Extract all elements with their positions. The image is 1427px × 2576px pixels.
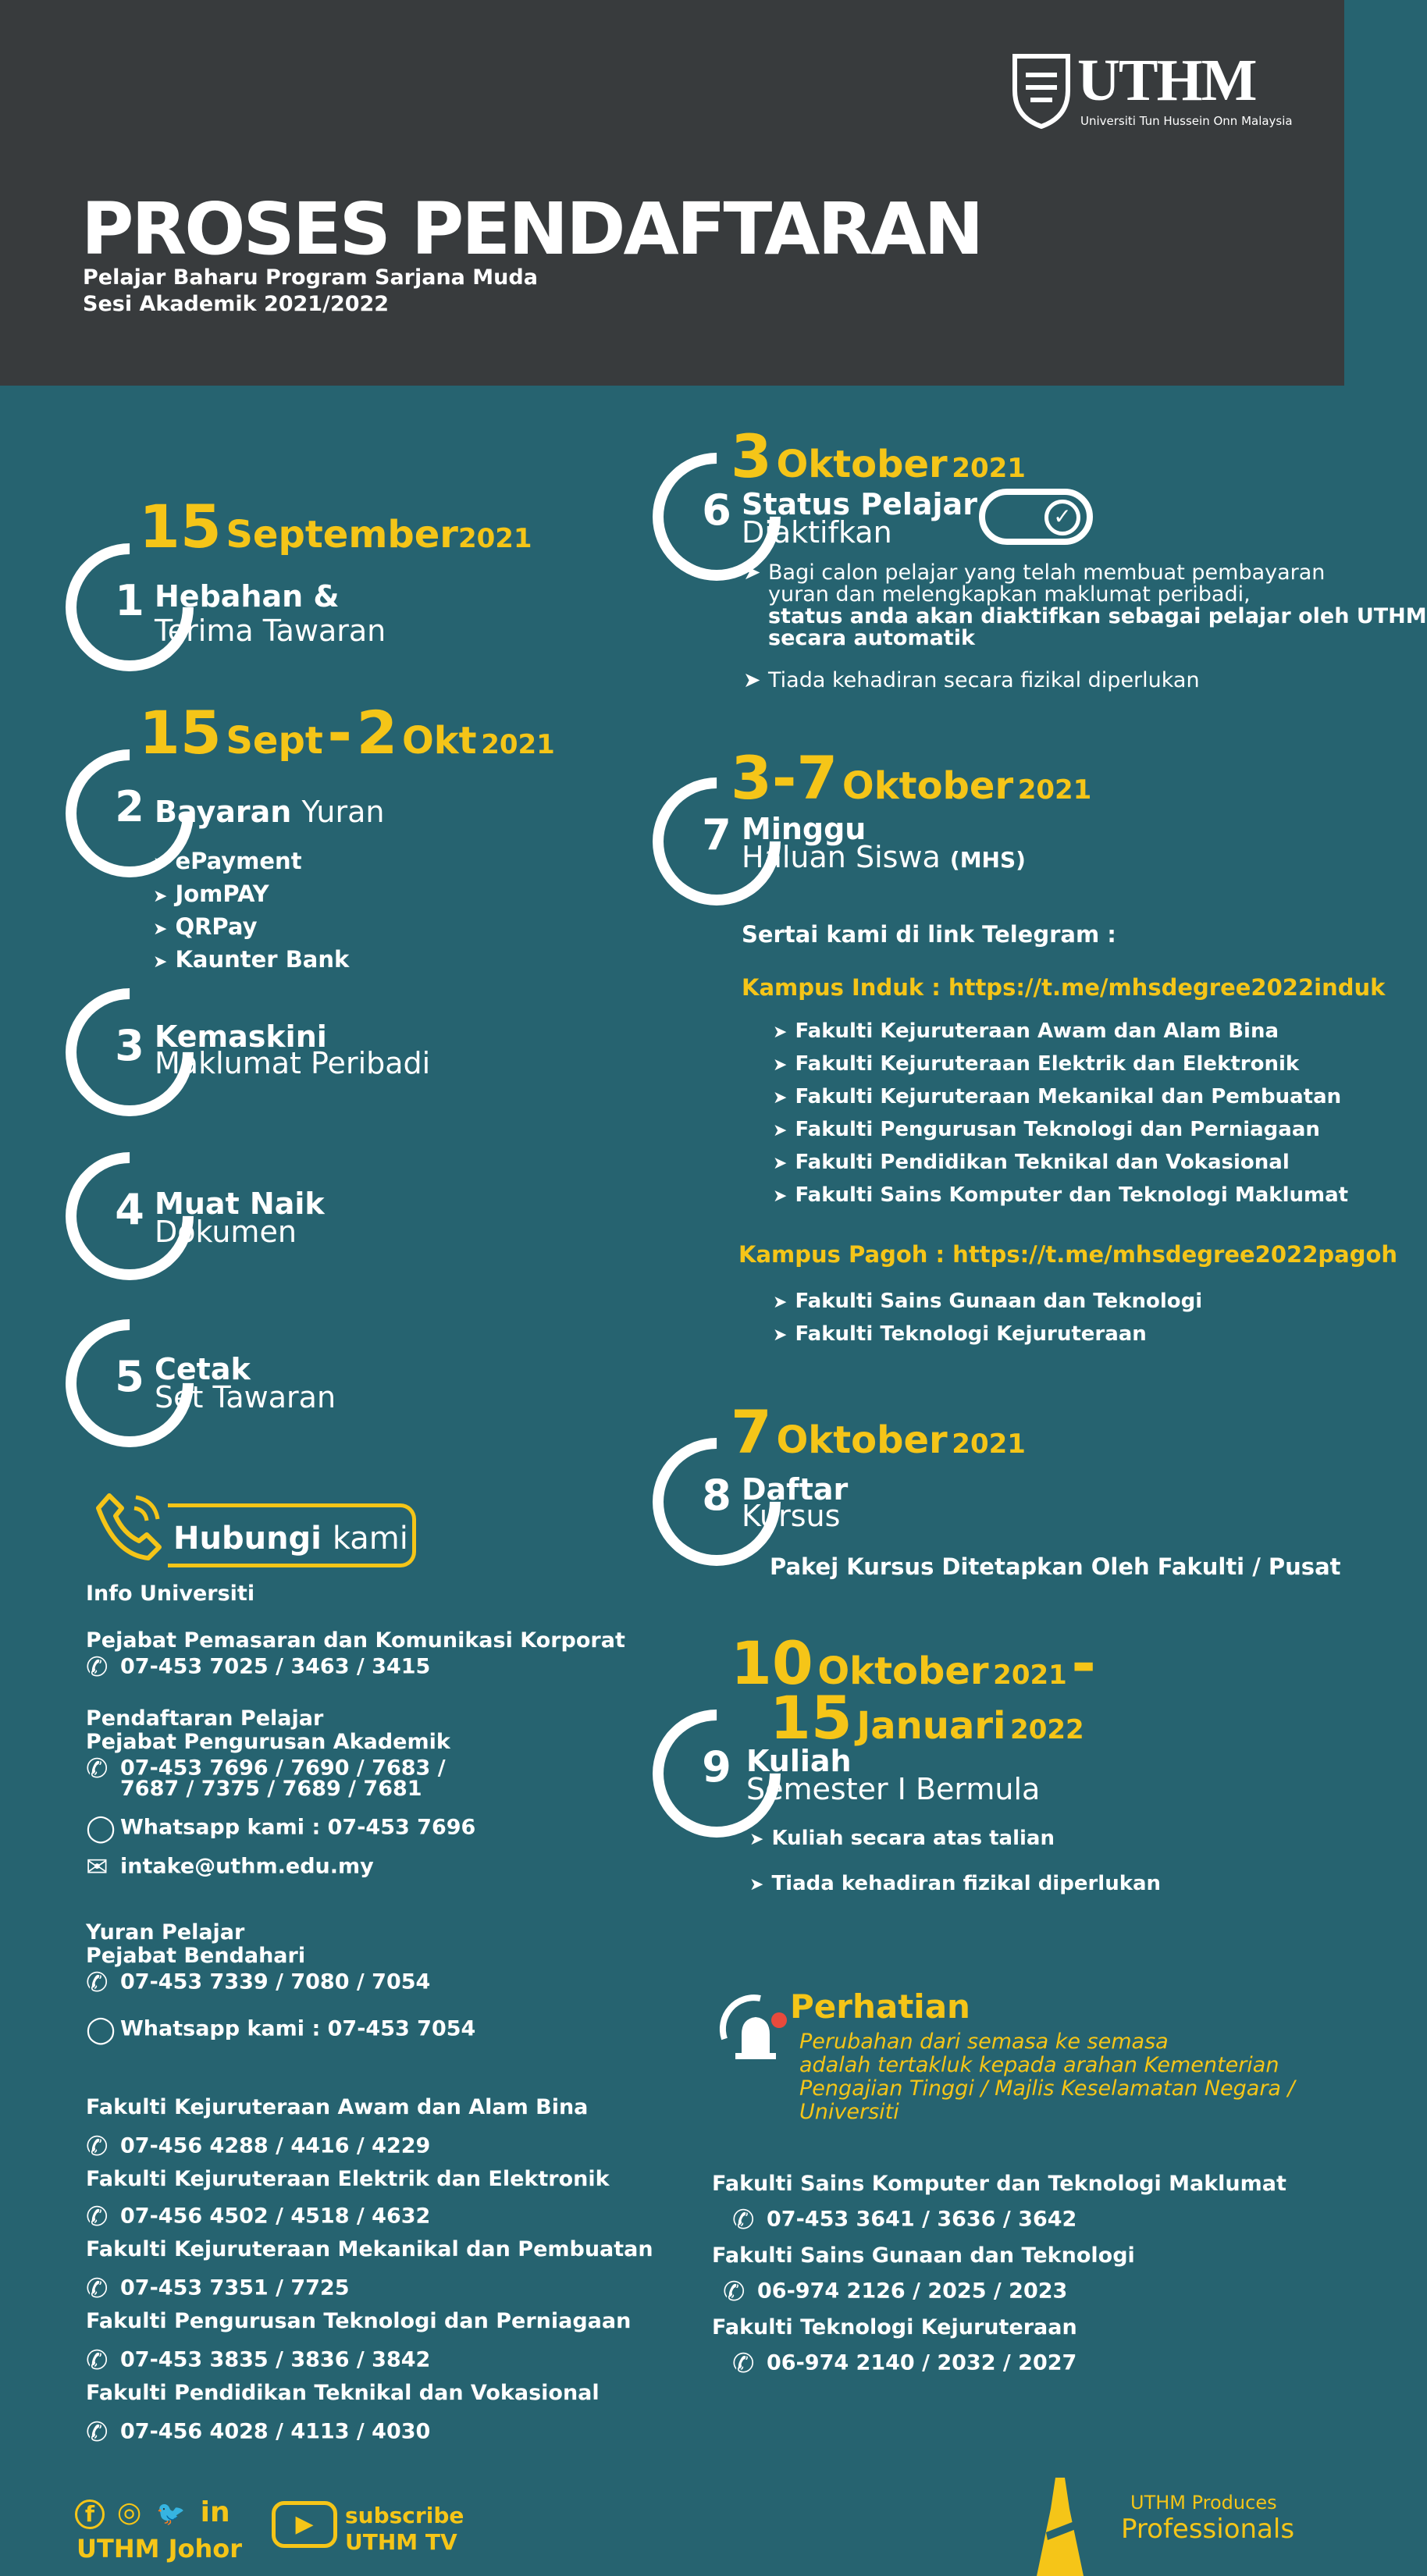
social-handle: UTHM Johor xyxy=(77,2534,243,2564)
step-4-title: Muat Naik xyxy=(155,1187,325,1221)
notice-text: Universiti xyxy=(799,2100,899,2124)
whatsapp-icon: ◯ xyxy=(86,1813,116,1844)
linkedin-icon[interactable]: in xyxy=(200,2496,230,2528)
telegram-link-induk[interactable]: Kampus Induk : https://t.me/mhsdegree2022induk xyxy=(742,974,1386,1001)
notice-text: Perubahan dari semasa ke semasa xyxy=(799,2030,1169,2054)
bell-icon xyxy=(714,1992,792,2070)
email-icon: ✉ xyxy=(86,1852,109,1883)
step-7-date: 3-7 Oktober 2021 xyxy=(731,743,1092,813)
step-7-title: Minggu xyxy=(742,812,867,846)
check-icon: ✓ xyxy=(1044,500,1080,535)
faculty-name: Fakulti Sains Komputer dan Teknologi Maklumat xyxy=(712,2172,1286,2196)
status-toggle xyxy=(979,489,1093,545)
step-3-subtitle: Maklumat Peribadi xyxy=(155,1046,431,1080)
page-subtitle-2: Sesi Akademik 2021/2022 xyxy=(83,292,390,316)
office-phone: ✆ 07-453 7696 / 7690 / 7683 / xyxy=(86,1753,446,1784)
whatsapp-contact: ◯ Whatsapp kami : 07-453 7054 xyxy=(86,2014,476,2045)
faculty-name: Fakulti Pendidikan Teknikal dan Vokasional xyxy=(86,2381,600,2405)
step-6-text-bold: status anda akan diaktifkan sebagai pelajar oleh UTHM xyxy=(768,604,1427,628)
phone-icon: ✆ xyxy=(86,2273,109,2304)
office-name: Pejabat Bendahari xyxy=(86,1944,306,1968)
faculty-phone: ✆ 07-453 7351 / 7725 xyxy=(86,2273,350,2304)
payment-method-item: ➤ QRPay xyxy=(153,913,257,940)
phone-icon xyxy=(92,1488,167,1563)
faculty-name: Fakulti Kejuruteraan Mekanikal dan Pembuatan xyxy=(86,2237,653,2261)
step-6-date: 3 Oktober 2021 xyxy=(731,422,1026,491)
phone-icon: ✆ xyxy=(86,1967,109,1998)
step-9-date-end: 15 Januari 2022 xyxy=(770,1683,1084,1752)
step-6-note: Tiada kehadiran secara fizikal diperlukan xyxy=(768,668,1200,692)
page-subtitle-1: Pelajar Baharu Program Sarjana Muda xyxy=(83,265,538,290)
faculty-list-item: ➤ Fakulti Kejuruteraan Mekanikal dan Pembuatan xyxy=(773,1085,1341,1108)
step-6-text: Bagi calon pelajar yang telah membuat pembayaran xyxy=(768,560,1326,585)
office-name: Yuran Pelajar xyxy=(86,1920,245,1944)
phone-icon: ✆ xyxy=(86,2417,109,2448)
step-9-item: ➤ Kuliah secara atas talian xyxy=(749,1827,1055,1850)
info-universiti: Info Universiti xyxy=(86,1582,255,1606)
step-9-title: Kuliah xyxy=(746,1744,852,1778)
logo-subtitle: Universiti Tun Hussein Onn Malaysia xyxy=(1080,114,1293,128)
step-6-text: yuran dan melengkapkan maklumat peribadi, xyxy=(768,582,1251,607)
faculty-name: Fakulti Sains Gunaan dan Teknologi xyxy=(712,2243,1135,2268)
phone-icon: ✆ xyxy=(86,1753,109,1784)
header xyxy=(0,0,1344,386)
faculty-list-item: ➤ Fakulti Pengurusan Teknologi dan Perniagaan xyxy=(773,1118,1320,1141)
faculty-phone: ✆ 07-456 4028 / 4113 / 4030 xyxy=(86,2417,431,2448)
faculty-name: Fakulti Kejuruteraan Elektrik dan Elektronik xyxy=(86,2167,610,2191)
step-6-bullet-arrow: ➤ xyxy=(743,668,761,692)
step-3-title: Kemaskini xyxy=(155,1019,327,1054)
phone-icon: ✆ xyxy=(86,2201,109,2233)
phone-icon: ✆ xyxy=(732,2204,755,2236)
whatsapp-contact: ◯ Whatsapp kami : 07-453 7696 xyxy=(86,1813,476,1844)
faculty-phone: ✆ 07-456 4502 / 4518 / 4632 xyxy=(86,2201,431,2233)
step-8-date: 7 Oktober 2021 xyxy=(731,1397,1026,1467)
step-6-subtitle: Diaktifkan xyxy=(742,515,892,550)
step-5-title: Cetak xyxy=(155,1352,251,1386)
office-phone: ✆ 07-453 7025 / 3463 / 3415 xyxy=(86,1652,431,1683)
page-title: PROSES PENDAFTARAN xyxy=(81,187,982,271)
step-1-number: 1 xyxy=(115,576,144,625)
office-name: Pejabat Pemasaran dan Komunikasi Korporat xyxy=(86,1628,625,1653)
youtube-icon[interactable]: ▶ xyxy=(272,2501,337,2548)
email-contact[interactable]: ✉ intake@uthm.edu.my xyxy=(86,1852,374,1883)
logo-text: UTHM xyxy=(1077,48,1256,113)
telegram-link-pagoh[interactable]: Kampus Pagoh : https://t.me/mhsdegree2022pagoh xyxy=(738,1241,1398,1268)
step-5-number: 5 xyxy=(115,1352,144,1401)
step-1-date: 15 September2021 xyxy=(139,492,532,561)
step-2-date: 15 Sept - 2 Okt 2021 xyxy=(139,698,555,767)
faculty-name: Fakulti Pengurusan Teknologi dan Perniagaan xyxy=(86,2309,632,2333)
step-8-title: Daftar xyxy=(742,1472,849,1507)
step-1-subtitle: Terima Tawaran xyxy=(155,614,386,648)
notice-text: Pengajian Tinggi / Majlis Keselamatan Negara / xyxy=(799,2076,1295,2101)
contact-title: Hubungi kami xyxy=(173,1521,408,1557)
facebook-icon[interactable]: f xyxy=(75,2500,105,2529)
whatsapp-icon: ◯ xyxy=(86,2014,116,2045)
office-name: Pejabat Pengurusan Akademik xyxy=(86,1730,450,1754)
step-8-note: Pakej Kursus Ditetapkan Oleh Fakulti / Pusat xyxy=(770,1553,1341,1580)
step-9-subtitle: Semester I Bermula xyxy=(746,1772,1041,1806)
step-9-date-start: 10 Oktober 2021 - xyxy=(731,1628,1096,1698)
faculty-phone: ✆ 06-974 2126 / 2025 / 2023 xyxy=(723,2276,1068,2307)
payment-method-item: ➤ Kaunter Bank xyxy=(153,946,349,973)
step-6-title: Status Pelajar xyxy=(742,487,977,521)
faculty-phone: ✆ 07-453 3835 / 3836 / 3842 xyxy=(86,2345,431,2376)
phone-icon: ✆ xyxy=(86,1652,109,1683)
uthm-tower-icon xyxy=(1029,2478,1091,2576)
faculty-list-item: ➤ Fakulti Kejuruteraan Elektrik dan Elektronik xyxy=(773,1052,1299,1076)
step-6-text-bold: secara automatik xyxy=(768,626,975,650)
faculty-phone: ✆ 07-456 4288 / 4416 / 4229 xyxy=(86,2131,431,2162)
channel-name: UTHM TV xyxy=(345,2529,457,2555)
step-4-subtitle: Dokumen xyxy=(155,1215,297,1249)
step-9-item: ➤ Tiada kehadiran fizikal diperlukan xyxy=(749,1872,1161,1895)
step-7-subtitle: Haluan Siswa (MHS) xyxy=(742,840,1026,874)
phone-icon: ✆ xyxy=(723,2276,746,2307)
uthm-logo xyxy=(1010,48,1293,137)
office-phone: 7687 / 7375 / 7689 / 7681 xyxy=(120,1777,422,1801)
tagline-1: UTHM Produces xyxy=(1130,2492,1277,2514)
step-4-number: 4 xyxy=(115,1185,144,1234)
social-icons xyxy=(75,2496,233,2529)
faculty-name: Fakulti Kejuruteraan Awam dan Alam Bina xyxy=(86,2095,589,2119)
step-9-number: 9 xyxy=(702,1742,731,1791)
step-8-number: 8 xyxy=(702,1471,731,1520)
telegram-join-label: Sertai kami di link Telegram : xyxy=(742,921,1116,948)
step-7-number: 7 xyxy=(702,810,731,859)
payment-method-item: ➤ ePayment xyxy=(153,848,302,874)
phone-icon: ✆ xyxy=(732,2348,755,2379)
payment-method-item: ➤ JomPAY xyxy=(153,881,269,907)
step-6-bullet-arrow: ➤ xyxy=(743,560,761,585)
step-2-title: Bayaran Yuran xyxy=(155,795,385,829)
step-2-number: 2 xyxy=(115,782,144,831)
faculty-list-item: ➤ Fakulti Sains Gunaan dan Teknologi xyxy=(773,1290,1202,1313)
step-1-title: Hebahan & xyxy=(155,579,340,614)
instagram-icon[interactable]: ◎ xyxy=(116,2496,142,2528)
notice-title: Perhatian xyxy=(790,1987,970,2026)
faculty-list-item: ➤ Fakulti Kejuruteraan Awam dan Alam Bina xyxy=(773,1019,1279,1043)
twitter-icon[interactable]: 🐦 xyxy=(156,2500,186,2528)
step-3-number: 3 xyxy=(115,1021,144,1070)
office-phone: ✆ 07-453 7339 / 7080 / 7054 xyxy=(86,1967,431,1998)
phone-icon: ✆ xyxy=(86,2345,109,2376)
step-5-subtitle: Set Tawaran xyxy=(155,1380,336,1414)
faculty-name: Fakulti Teknologi Kejuruteraan xyxy=(712,2315,1077,2339)
phone-icon: ✆ xyxy=(86,2131,109,2162)
notice-text: adalah tertakluk kepada arahan Kementerian xyxy=(799,2053,1279,2077)
faculty-list-item: ➤ Fakulti Teknologi Kejuruteraan xyxy=(773,1322,1147,1346)
faculty-phone: ✆ 07-453 3641 / 3636 / 3642 xyxy=(732,2204,1077,2236)
tagline-2: Professionals xyxy=(1121,2514,1295,2545)
uthm-crest-icon xyxy=(1010,52,1073,130)
office-name: Pendaftaran Pelajar xyxy=(86,1706,324,1731)
faculty-list-item: ➤ Fakulti Pendidikan Teknikal dan Vokasional xyxy=(773,1151,1290,1174)
faculty-phone: ✆ 06-974 2140 / 2032 / 2027 xyxy=(732,2348,1077,2379)
subscribe-label: subscribe xyxy=(345,2503,464,2528)
step-8-subtitle: Kursus xyxy=(742,1499,841,1533)
faculty-list-item: ➤ Fakulti Sains Komputer dan Teknologi Maklumat xyxy=(773,1183,1348,1207)
step-6-number: 6 xyxy=(702,486,731,535)
